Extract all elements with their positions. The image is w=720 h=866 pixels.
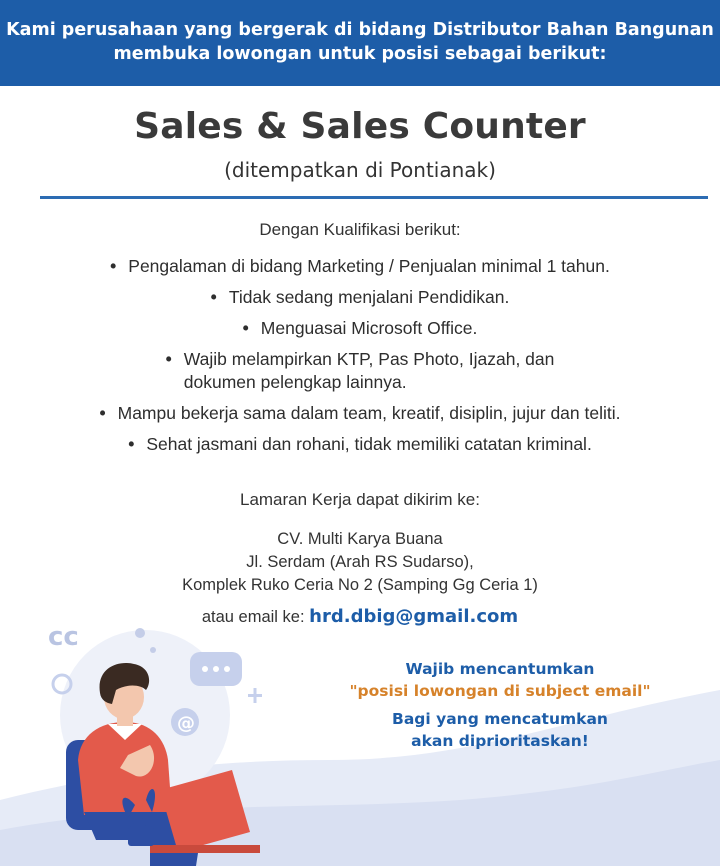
header-line-2: membuka lowongan untuk posisi sebagai berikut:	[113, 44, 607, 64]
bullet-icon: •	[210, 287, 217, 307]
qualification-item: • Tidak sedang menjalani Pendidikan.	[210, 287, 510, 307]
svg-text:cc: cc	[48, 622, 79, 652]
qualification-item: • Sehat jasmani dan rohani, tidak memiliki catatan kriminal.	[128, 434, 592, 454]
bullet-icon: •	[242, 318, 249, 338]
address-line-1: CV. Multi Karya Buana	[277, 530, 443, 548]
bullet-icon: •	[110, 256, 117, 276]
quote-icon	[48, 622, 79, 652]
header-banner	[0, 0, 720, 86]
company-address	[0, 528, 720, 597]
svg-text:@: @	[177, 713, 195, 734]
chat-bubble-icon	[190, 652, 242, 686]
qualifications-heading: Dengan Kualifikasi berikut:	[259, 220, 461, 239]
at-sign-icon	[171, 708, 199, 736]
plus-icon	[248, 688, 262, 703]
notice-line-2: "posisi lowongan di subject email"	[349, 682, 651, 700]
email-prefix: atau email ke:	[201, 608, 305, 626]
qualification-item: • Mampu bekerja sama dalam team, kreatif, disiplin, jujur dan teliti.	[99, 403, 621, 423]
job-location: (ditempatkan di Pontianak)	[224, 158, 496, 182]
notice-line-3: Bagi yang mencatumkan	[392, 710, 608, 728]
header-line-1: Kami perusahaan yang bergerak di bidang Distributor Bahan Bangunan	[6, 20, 714, 40]
address-line-3: Komplek Ruko Ceria No 2 (Samping Gg Ceria 1)	[182, 576, 538, 594]
bullet-icon: •	[128, 434, 135, 454]
dot-decoration	[135, 628, 145, 638]
bullet-icon: •	[165, 349, 172, 369]
dot-decoration	[150, 647, 156, 653]
application-heading: Lamaran Kerja dapat dikirim ke:	[239, 490, 480, 509]
notice-box	[300, 658, 700, 752]
notice-line-1: Wajib mencantumkan	[405, 660, 595, 678]
qualification-item: • Wajib melampirkan KTP, Pas Photo, Ijazah, dan dokumen pelengkap lainnya.	[165, 349, 555, 392]
email-link[interactable]: hrd.dbig@gmail.com	[309, 606, 519, 627]
notice-line-4: akan diprioritaskan!	[411, 732, 589, 750]
job-title: Sales & Sales Counter	[134, 106, 586, 147]
address-line-2: Jl. Serdam (Arah RS Sudarso),	[246, 553, 474, 571]
qualification-item: • Menguasai Microsoft Office.	[242, 318, 478, 338]
qualifications-list	[0, 255, 720, 464]
qualification-item: • Pengalaman di bidang Marketing / Penjualan minimal 1 tahun.	[110, 256, 610, 276]
divider-line	[40, 196, 708, 199]
bullet-icon: •	[99, 403, 106, 423]
